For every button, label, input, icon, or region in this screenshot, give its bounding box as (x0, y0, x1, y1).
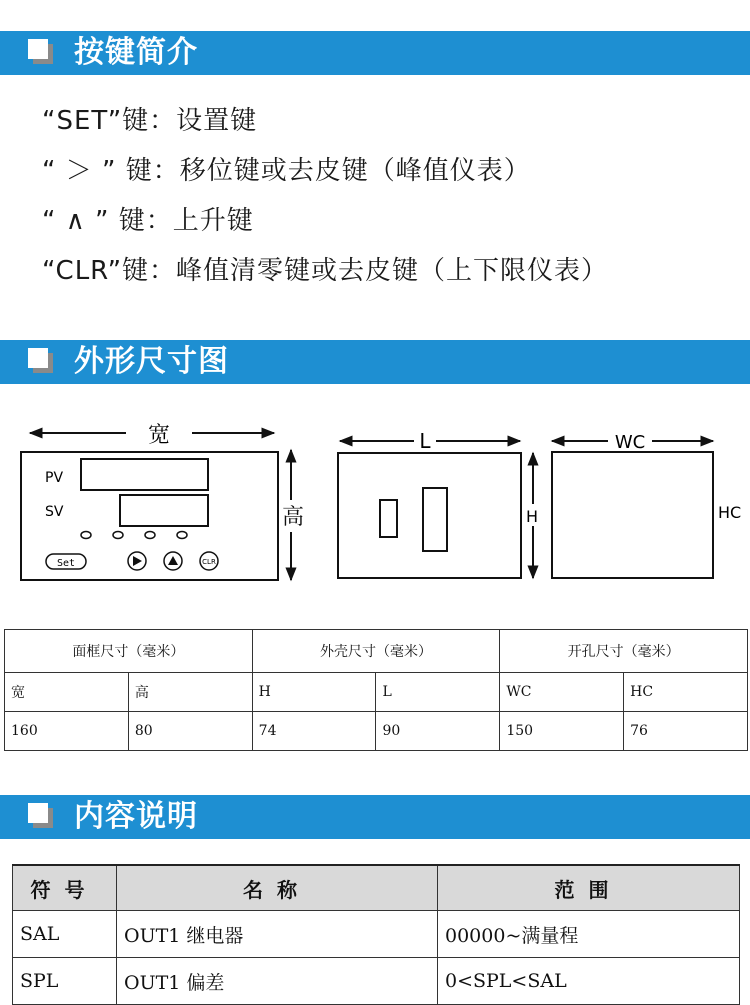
table-group-row (5, 630, 748, 673)
section-banner-keys (0, 31, 750, 75)
sv-display (120, 495, 208, 526)
front-panel-drawing (21, 423, 304, 580)
table-cell: OUT1 继电器 (117, 911, 438, 958)
pv-display (81, 459, 208, 490)
height-label: 高 (281, 505, 305, 530)
key-description-up: “ ∧ ” 键：上升键 (42, 206, 254, 236)
key-description-set: “SET”键：设置键 (42, 106, 258, 136)
table-cell: 150 (500, 712, 624, 751)
table-cell: HC (624, 673, 748, 712)
dimensions-table (4, 629, 748, 751)
width-label: 宽 (147, 423, 171, 448)
indicator-led (113, 532, 123, 539)
table-cell: SPL (13, 958, 117, 1005)
table-cell: WC (500, 673, 624, 712)
section-title: 内容说明 (74, 799, 198, 834)
cutout-drawing (552, 432, 741, 578)
indicator-led (145, 532, 155, 539)
table-cell: 宽 (5, 673, 129, 712)
table-cell: 160 (5, 712, 129, 751)
key-description-shift: “ ＞ ” 键：移位键或去皮键（峰值仪表） (42, 156, 531, 186)
table-cell: 00000~满量程 (438, 911, 740, 958)
section-banner-content (0, 795, 750, 839)
dimension-diagram (0, 410, 750, 610)
indicator-led (177, 532, 187, 539)
table-cell: 0<SPL<SAL (438, 958, 740, 1005)
table-cell: L (376, 673, 500, 712)
table-cell: 90 (376, 712, 500, 751)
l-label: L (419, 429, 431, 453)
cutout-outline (552, 452, 713, 578)
hc-label: HC (718, 503, 742, 522)
set-button-label: Set (56, 558, 76, 569)
section-title: 按键简介 (74, 35, 198, 70)
header-name: 名称 (117, 865, 438, 911)
table-cell: 74 (252, 712, 376, 751)
table-row (13, 958, 740, 1005)
section-title: 外形尺寸图 (74, 344, 229, 379)
table-cell: 高 (128, 673, 252, 712)
wc-label: WC (614, 432, 646, 453)
table-row (5, 712, 748, 751)
h-label: H (525, 507, 539, 526)
table-cell: 80 (128, 712, 252, 751)
terminal-slot (380, 500, 397, 537)
table-cell: 76 (624, 712, 748, 751)
header-symbol: 符号 (13, 865, 117, 911)
header-range: 范围 (438, 865, 740, 911)
up-arrow-icon (168, 556, 178, 565)
table-header-row (5, 673, 748, 712)
housing-drawing (338, 429, 538, 578)
table-cell: H (252, 673, 376, 712)
housing-outline (338, 453, 521, 578)
square-bullet-icon (28, 348, 48, 368)
key-description-clr: “CLR”键：峰值清零键或去皮键（上下限仪表） (42, 256, 609, 286)
table-cell: SAL (13, 911, 117, 958)
clr-button-label: CLR (202, 558, 216, 566)
table-cell: OUT1 偏差 (117, 958, 438, 1005)
shift-arrow-icon (133, 556, 142, 566)
content-table (12, 864, 740, 1005)
section-banner-dimensions (0, 340, 750, 384)
square-bullet-icon (28, 803, 48, 823)
indicator-led (81, 532, 91, 539)
group-cutout-size: 开孔尺寸（毫米） (500, 630, 748, 673)
square-bullet-icon (28, 39, 48, 59)
group-panel-size: 面框尺寸（毫米） (5, 630, 253, 673)
sv-label: SV (45, 504, 64, 520)
terminal-block (423, 488, 447, 551)
table-header-row (13, 865, 740, 911)
table-row (13, 911, 740, 958)
pv-label: PV (45, 470, 64, 486)
group-housing-size: 外壳尺寸（毫米） (252, 630, 500, 673)
